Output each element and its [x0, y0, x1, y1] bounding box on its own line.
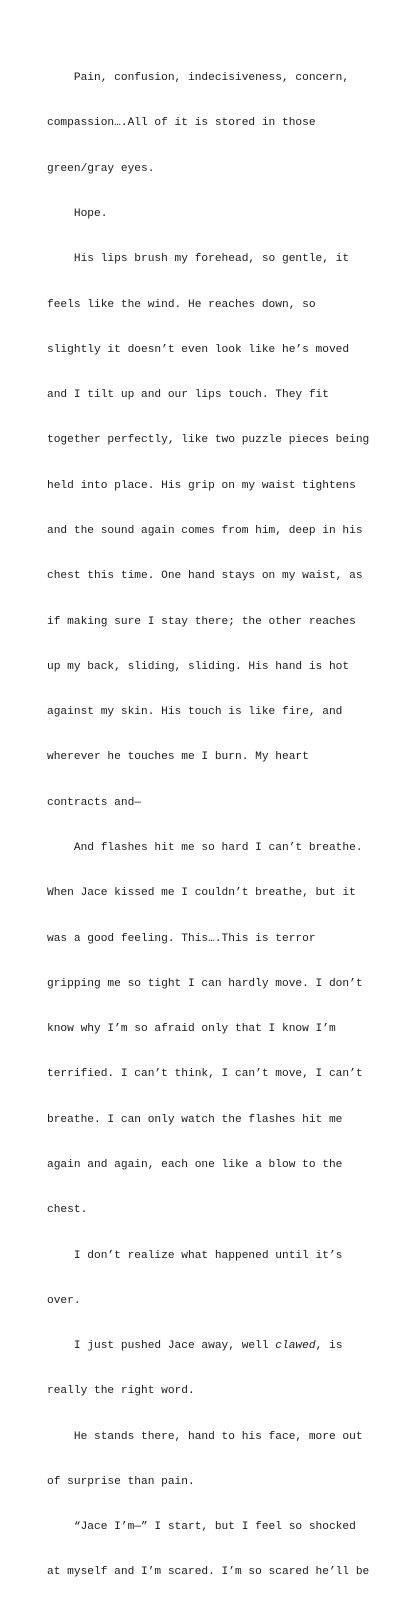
text-line: I don’t realize what happened until it’s — [47, 1249, 343, 1262]
text-line: And flashes hit me so hard I can’t breathe. — [47, 841, 363, 854]
text-line: over. — [47, 1294, 81, 1307]
text-line: green/gray eyes. — [47, 162, 155, 175]
text-line: compassion….All of it is stored in those — [47, 117, 316, 130]
text-line: of surprise than pain. — [47, 1475, 195, 1488]
text-line: against my skin. His touch is like fire, and — [47, 706, 343, 719]
text-line: His lips brush my forehead, so gentle, it — [47, 253, 350, 266]
text-line: Hope. — [47, 208, 108, 221]
text-line: held into place. His grip on my waist tightens — [47, 479, 356, 492]
text-segment: , is — [315, 1340, 343, 1353]
text-segment: I just pushed Jace away, well — [47, 1340, 276, 1353]
text-line: wherever he touches me I burn. My heart — [47, 751, 309, 764]
text-line: breathe. I can only watch the flashes hit me — [47, 1113, 343, 1126]
text-line: if making sure I stay there; the other reaches — [47, 615, 356, 628]
text-line — [47, 1339, 410, 1354]
text-line: up my back, sliding, sliding. His hand is hot — [47, 660, 350, 673]
text-line: at myself and I’m scared. I’m so scared he’ll be — [47, 1566, 370, 1579]
text-line: When Jace kissed me I couldn’t breathe, but it — [47, 887, 356, 900]
text-line: know why I’m so afraid only that I know I’m — [47, 1023, 336, 1036]
text-line: Pain, confusion, indecisiveness, concern, — [47, 72, 350, 85]
text-line: terrified. I can’t think, I can’t move, I can’t — [47, 1068, 363, 1081]
text-line: really the right word. — [47, 1385, 195, 1398]
text-line: gripping me so tight I can hardly move. I don’t — [47, 977, 363, 990]
text-line: together perfectly, like two puzzle pieces being — [47, 434, 370, 447]
emphasis-word: clawed — [275, 1340, 316, 1353]
text-line: chest. — [47, 1204, 88, 1217]
text-line: and I tilt up and our lips touch. They fit — [47, 389, 329, 402]
text-line: He stands there, hand to his face, more out — [47, 1430, 363, 1443]
text-line: again and again, each one like a blow to the — [47, 1158, 343, 1171]
text-line: contracts and— — [47, 796, 141, 809]
body-text — [47, 41, 410, 1611]
text-line: feels like the wind. He reaches down, so — [47, 298, 316, 311]
text-line: slightly it doesn’t even look like he’s moved — [47, 343, 350, 356]
text-line: chest this time. One hand stays on my waist, as — [47, 570, 363, 583]
text-line: “Jace I’m—” I start, but I feel so shocked — [47, 1521, 356, 1534]
text-line: was a good feeling. This….This is terror — [47, 932, 316, 945]
text-line: and the sound again comes from him, deep in his — [47, 525, 363, 537]
